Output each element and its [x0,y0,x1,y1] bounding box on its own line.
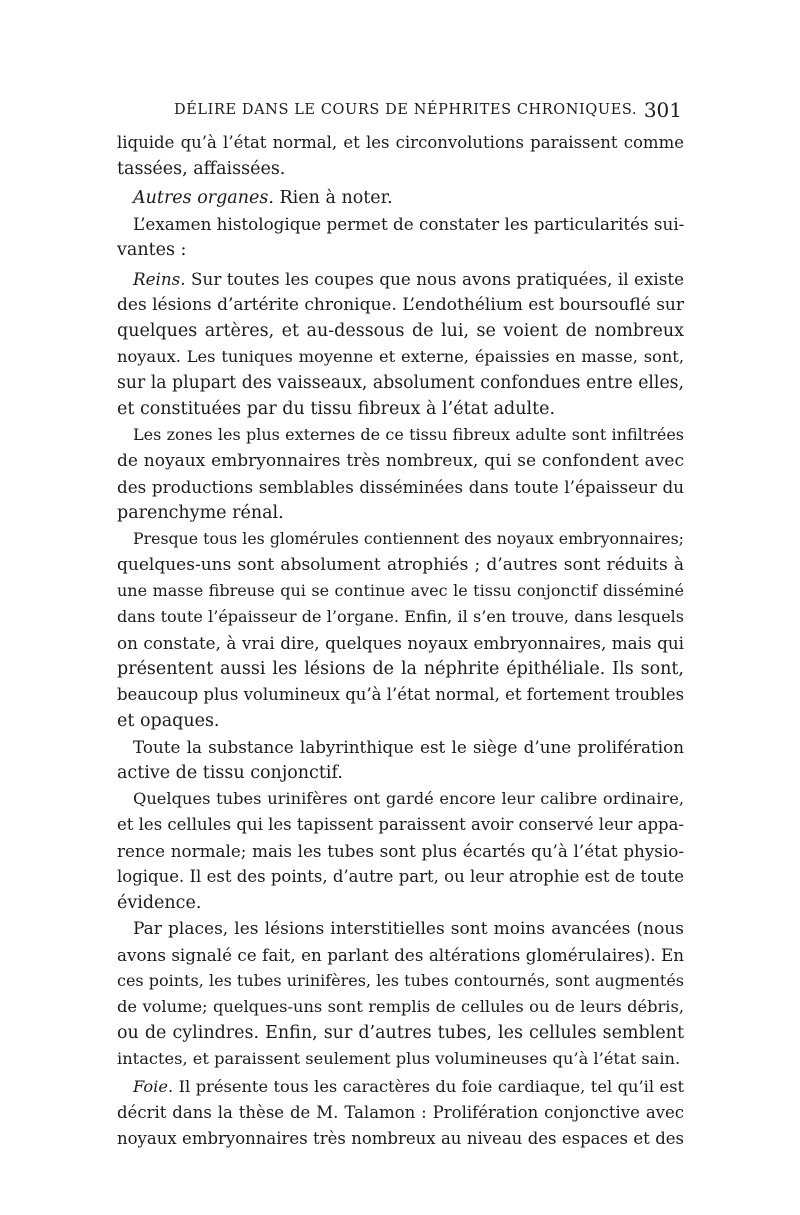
text-line: quelques artères, et au-dessous de lui, se voient de nombreux [117,321,684,341]
text-line: beaucoup plus volumineux qu’à l’état normal, et fortement troubles [117,685,685,704]
text-line: Autres organes. Rien à noter. [133,188,393,208]
text-line: des productions semblables disséminées dans toute l’épaisseur du [117,477,684,497]
text-line: tassées, affaissées. [117,159,286,179]
text-line: de noyaux embryonnaires très nombreux, qui se confondent avec [117,451,684,471]
text-line: présentent aussi les lésions de la néphrite épithéliale. Ils sont, [117,659,684,679]
page-number: 301 [643,98,682,122]
text-line: vantes : [117,240,187,260]
text-line: intactes, et paraissent seulement plus volumineuses qu’à l’état sain. [117,1049,681,1068]
text-line: noyaux embryonnaires très nombreux au niveau des espaces et des [117,1129,684,1148]
text-line: sur la plupart des vaisseaux, absolument confondues entre elles, [117,373,684,393]
section-lead: Autres organes. [133,188,274,208]
text-line: avons signalé ce fait, en parlant des altérations glomérulaires). En [117,945,684,965]
text-line: liquide qu’à l’état normal, et les circonvolutions paraissent comme [117,133,684,152]
text-line: rence normale; mais les tubes sont plus écartés qu’à l’état physio- [117,841,684,861]
text-line: Toute la substance labyrinthique est le siège d’une prolifération [133,737,684,757]
text-line: des lésions d’artérite chronique. L’endothélium est boursouflé sur [117,295,684,315]
text-line: noyaux. Les tuniques moyenne et externe, épaissies en masse, sont, [117,347,684,366]
text-line: évidence. [117,893,202,913]
text-line: parenchyme rénal. [117,503,284,523]
text-line: ou de cylindres. Enfin, sur d’autres tubes, les cellules semblent [117,1023,684,1043]
text-line: active de tissu conjonctif. [117,763,343,783]
text-line: Presque tous les glomérules contiennent des noyaux embryonnaires; [133,529,684,548]
text-line: et opaques. [117,711,220,731]
text-line: et constituées par du tissu fibreux à l’état adulte. [117,399,556,419]
section-lead: Foie. [133,1077,174,1096]
text-line: décrit dans la thèse de M. Talamon : Prolifération conjonctive avec [117,1103,684,1122]
text-line: de volume; quelques-uns sont remplis de cellules ou de leurs débris, [117,997,684,1016]
text-line: Reins. Sur toutes les coupes que nous avons pratiquées, il existe [133,269,684,289]
section-lead: Reins. [133,269,186,289]
text-line: Foie. Il présente tous les caractères du foie cardiaque, tel qu’il est [133,1077,684,1096]
text-line: L’examen histologique permet de constater les particularités sui- [133,214,685,234]
text-line: ces points, les tubes urinifères, les tubes contournés, sont augmentés [117,971,684,990]
text-line: logique. Il est des points, d’autre part, ou leur atrophie est de toute [117,867,684,886]
text-line: quelques-uns sont absolument atrophiés ; d’autres sont réduits à [117,555,684,575]
text-line: Quelques tubes urinifères ont gardé encore leur calibre ordinaire, [133,789,684,808]
text-line: et les cellules qui les tapissent paraissent avoir conservé leur appa- [117,815,684,834]
text-line: dans toute l’épaisseur de l’organe. Enfin, il s’en trouve, dans lesquels [117,607,684,626]
page-header [118,99,686,123]
text-line: on constate, à vrai dire, quelques noyaux embryonnaires, mais qui [117,633,684,653]
text-line: une masse fibreuse qui se continue avec le tissu conjonctif disséminé [117,581,684,600]
text-line: Par places, les lésions interstitielles sont moins avancées (nous [133,919,684,939]
text-line: Les zones les plus externes de ce tissu fibreux adulte sont infiltrées [133,425,684,444]
running-title: DÉLIRE DANS LE COURS DE NÉPHRITES CHRONIQUES. [174,102,638,118]
